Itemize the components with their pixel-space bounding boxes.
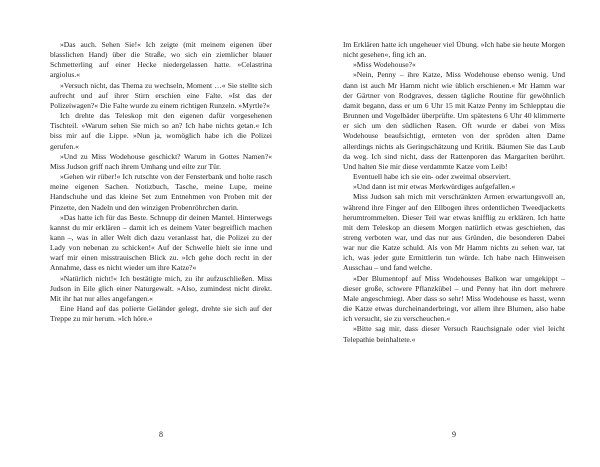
paragraph: »Und zu Miss Wodehouse geschickt? Warum in Gottes Namen?« Miss Judson griff nach ihrem Umhang und eilte zur Tür. (50, 151, 272, 171)
paragraph: Eventuell habe ich sie ein- oder zweimal observiert. (353, 172, 511, 182)
paragraph: »Und dann ist mir etwas Merkwürdiges aufgefallen.« (353, 182, 516, 192)
paragraph: »Bitte sag mir, dass dieser Versuch Rauchsignale oder viel leicht Telepathie beinhaltete.« (343, 324, 565, 344)
paragraph: »Das hatte ich für das Beste. Schnupp dir deinen Mantel. Hinterwegs kannst du mir erklären – damit ich es deinem Vater begreiflich machen kann –, was in aller Welt dich dazu veranlasst hat, die Polizei zu der Lady von nebenan zu schicken!« Auf der Schwelle hielt sie inne und warf mir einen misstrauischen Blick zu. »Ich gehe doch recht in der Annahme, dass es nicht wieder um ihre Katze?« (50, 212, 272, 273)
page-number-left: 8 (159, 430, 163, 439)
paragraph: Ich drehte das Teleskop mit den eigenen dafür vorgesehenen Tischteil. »Warum sehen Sie mich so an? Ich habe nichts getan.« Ich biss mir auf die Lippe. »Nun ja, womöglich habe ich die Polizei gerufen.« (50, 111, 272, 151)
paragraph: »Gehen wir rüber!« Ich rutschte von der Fensterbank und holte rasch meine eigenen Sachen. Notizbuch, Tasche, meine Lupe, meine Handschuhe und das kleine Set zum Entnehmen von Proben mit der Pinzette, den Nadeln und den winzigen Probenröhrchen darin. (50, 172, 272, 212)
right-page-text (343, 40, 565, 345)
paragraph: Eine Hand auf das polierte Geländer gelegt, drehte sie sich auf der Treppe zu mir herum. »Ich höre.« (50, 304, 272, 324)
paragraph: »Der Blumentopf auf Miss Wodehouses Balkon war umgekippt – dieser große, schwere Pflanzkübel – und Penny hat ihn dort mehrere Male angeschmiegt. Aber dass so sehr! Miss Wodehouse es hasst, wenn die Katze etwas durcheinanderbringt, vor allem ihre Blumen, also habe ich versucht, sie zu verscheuchen.« (343, 273, 565, 324)
page-number-right: 9 (452, 430, 456, 439)
paragraph: »Natürlich nicht!« Ich bestätigte mich, zu ihr aufzuschließen. Miss Judson in Eile glich einer Naturgewalt. »Also, zumindest nicht direkt. Mit ihr hat nur alles angefangen.« (50, 273, 272, 303)
paragraph: »Nein, Penny – ihre Katze, Miss Wodehouse ebenso wenig. Und dann ist auch Mr Hamm nicht wie üblich erschienen.« Mr Hamm war der Gärtner von Rodgraves, dessen tägliche Routine für gewöhnlich damit begann, dass er um 6 Uhr 15 mit Katze Penny im Schlepptau die Brunnen und Vogelbäder überprüfte. Um spätestens 6 Uhr 40 klimmerte er sich um den südlichen Rasen. Oft wurde er dabei von Miss Wodehouse beaufsichtigt, ernteten von der spröden alten Dame allerdings nichts als Geringschätzung und Kritik. Bäumen Sie das Laub da weg. Ich sind nicht, dass der Rattenporen das Margariten berührt. Und halten Sie mir diese verdammte Katze vom Leib! (343, 70, 565, 171)
paragraph: »Versuch nicht, das Thema zu wechseln, Moment …« Sie stellte sich aufrecht und auf ihrer Stirn erschien eine Falte. »Ist das der Polizeiwagen?« Die Falte wurde zu einem richtigen Runzeln. »Myrtle?« (50, 80, 272, 110)
right-page (343, 40, 565, 345)
paragraph: »Miss Wodehouse?« (353, 60, 416, 70)
left-page-text (50, 40, 272, 324)
paragraph: Im Erklären hatte ich ungeheuer viel Übung. »Ich habe sie heute Morgen nicht gesehen«, fing ich an. (343, 40, 565, 60)
left-page (50, 40, 272, 324)
paragraph: »Das auch. Sehen Sie!« Ich zeigte (mit meinem eigenen über blasslichen Hand) über die Straße, wo sich ein ziemlicher blauer Schmetterling auf einer Hecke niedergelassen hatte. »Celastrina argiolus.« (50, 40, 272, 80)
paragraph: Miss Judson sah mich mit verschränkten Armen erwartungsvoll an, während ihre Finger auf den Ellbogen ihres ordentlichen Tweedjacketts herumtrommelten. Dieser Teil war etwas knifflig zu erklären. Ich hatte mit dem Teleskop an diesem Morgen natürlich etwas geschiehen, das streng verboten war, und das nur aus Gründen, die besonderen Dabei war nur die Katze schuld. Als von Mr Hamm nichts zu sehen war, tat ich, was jeder gute Ermittlerin tun würde. Ich habe nach Hinweisen Ausschau – und fand welche. (343, 192, 565, 273)
